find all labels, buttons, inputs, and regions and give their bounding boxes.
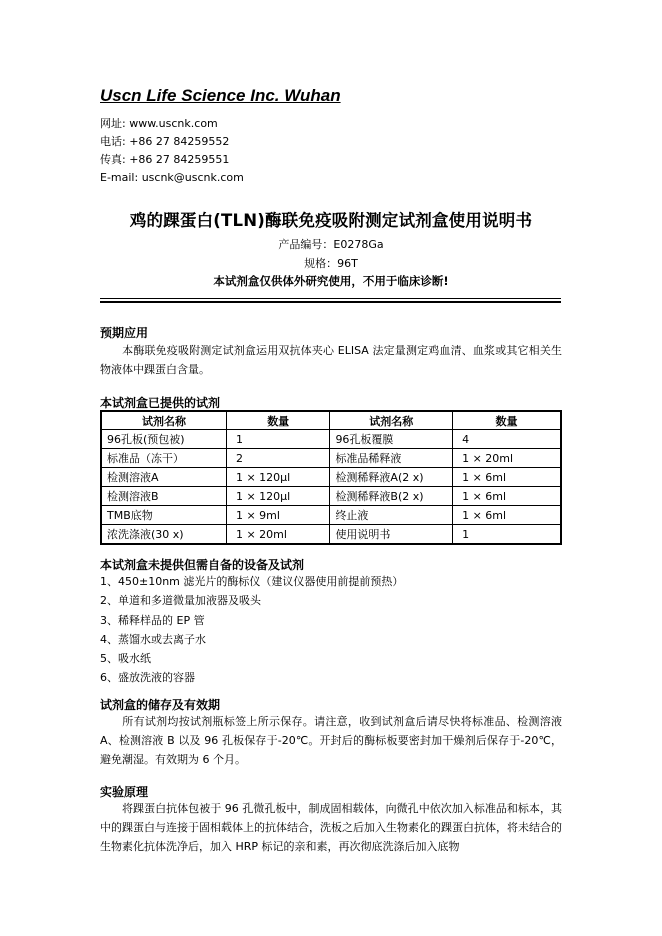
divider-thick xyxy=(100,301,561,303)
reagent-quantity: 1 × 6ml xyxy=(453,468,561,487)
email-line: E-mail: uscnk@uscnk.com xyxy=(100,171,244,184)
reagent-name: 96孔板(预包被) xyxy=(101,430,226,449)
storage-heading: 试剂盒的储存及有效期 xyxy=(100,698,221,712)
principle-heading: 实验原理 xyxy=(100,785,149,799)
principle-body: 将踝蛋白抗体包被于 96 孔微孔板中，制成固相载体，向微孔中依次加入标准品和标本，其中的踝蛋白与连接于固相载体上的抗体结合，洗板之后加入生物素化的踝蛋白抗体，将未结合的生物素化抗体洗净后，加入 HRP 标记的亲和素，再次彻底洗涤后加入底物 xyxy=(100,802,562,853)
reagent-quantity: 1 xyxy=(453,525,561,545)
provided-reagents-heading: 本试剂盒已提供的试剂 xyxy=(100,396,221,410)
reagents-table xyxy=(100,410,562,545)
research-use-notice: 本试剂盒仅供体外研究使用，不用于临床诊断! xyxy=(213,274,449,288)
product-number: 产品编号：E0278Ga xyxy=(278,238,384,251)
storage-text xyxy=(100,712,562,769)
divider-thin xyxy=(100,298,561,299)
principle-text xyxy=(100,799,562,856)
reagent-name: TMB底物 xyxy=(101,506,226,525)
column-header: 试剂名称 xyxy=(101,411,226,430)
reagent-quantity: 1 × 20ml xyxy=(453,449,561,468)
reagent-quantity: 1 × 120μl xyxy=(226,487,329,506)
reagent-quantity: 1 × 9ml xyxy=(226,506,329,525)
contact-block xyxy=(100,115,244,187)
fax-line: 传真: +86 27 84259551 xyxy=(100,153,230,166)
list-item: 1、450±10nm 滤光片的酶标仪（建议仪器使用前提前预热） xyxy=(100,575,404,588)
reagent-name: 终止液 xyxy=(330,506,453,525)
table-row xyxy=(101,449,561,468)
column-header: 数量 xyxy=(226,411,329,430)
table-row xyxy=(101,525,561,545)
column-header: 数量 xyxy=(453,411,561,430)
product-spec: 规格：96T xyxy=(304,257,358,270)
intended-use-text xyxy=(100,341,562,379)
table-row xyxy=(101,506,561,525)
column-header: 试剂名称 xyxy=(330,411,453,430)
reagent-name: 标准品稀释液 xyxy=(330,449,453,468)
table-row xyxy=(101,468,561,487)
reagent-name: 浓洗涤液(30 x) xyxy=(101,525,226,545)
not-provided-heading: 本试剂盒未提供但需自备的设备及试剂 xyxy=(100,558,305,572)
website-line: 网址: www.uscnk.com xyxy=(100,117,218,130)
document-title: 鸡的踝蛋白(TLN)酶联免疫吸附测定试剂盒使用说明书 xyxy=(129,211,533,230)
list-item: 6、盛放洗液的容器 xyxy=(100,671,195,685)
list-item: 3、稀释样品的 EP 管 xyxy=(100,613,205,627)
reagent-quantity: 1 × 6ml xyxy=(453,506,561,525)
intended-use-heading: 预期应用 xyxy=(100,326,149,340)
company-name: Uscn Life Science Inc. Wuhan xyxy=(100,86,341,105)
table-header-row xyxy=(101,411,561,430)
not-provided-list xyxy=(100,572,403,688)
reagent-quantity: 1 × 20ml xyxy=(226,525,329,545)
reagent-quantity: 2 xyxy=(226,449,329,468)
reagent-name: 检测稀释液B(2 x) xyxy=(330,487,453,506)
phone-line: 电话: +86 27 84259552 xyxy=(100,135,230,148)
table-row xyxy=(101,430,561,449)
reagent-name: 检测溶液A xyxy=(101,468,226,487)
list-item: 4、蒸馏水或去离子水 xyxy=(100,632,206,646)
list-item: 5、吸水纸 xyxy=(100,652,151,666)
reagent-quantity: 1 xyxy=(226,430,329,449)
list-item: 2、单道和多道微量加液器及吸头 xyxy=(100,594,261,608)
reagent-name: 使用说明书 xyxy=(330,525,453,545)
table-row xyxy=(101,487,561,506)
intended-use-body: 本酶联免疫吸附测定试剂盒运用双抗体夹心 ELISA 法定量测定鸡血清、血浆或其它相关生物液体中踝蛋白含量。 xyxy=(100,344,562,376)
storage-body: 所有试剂均按试剂瓶标签上所示保存。请注意，收到试剂盒后请尽快将标准品、检测溶液 A、检测溶液 B 以及 96 孔板保存于-20℃。开封后的酶标板要密封加干燥剂后保存于-20℃，避免潮湿。有效期为 6 个月。 xyxy=(100,715,562,766)
reagent-name: 检测溶液B xyxy=(101,487,226,506)
reagent-quantity: 4 xyxy=(453,430,561,449)
reagent-quantity: 1 × 6ml xyxy=(453,487,561,506)
reagent-name: 检测稀释液A(2 x) xyxy=(330,468,453,487)
reagent-quantity: 1 × 120μl xyxy=(226,468,329,487)
reagent-name: 96孔板覆膜 xyxy=(330,430,453,449)
reagent-name: 标准品（冻干） xyxy=(101,449,226,468)
